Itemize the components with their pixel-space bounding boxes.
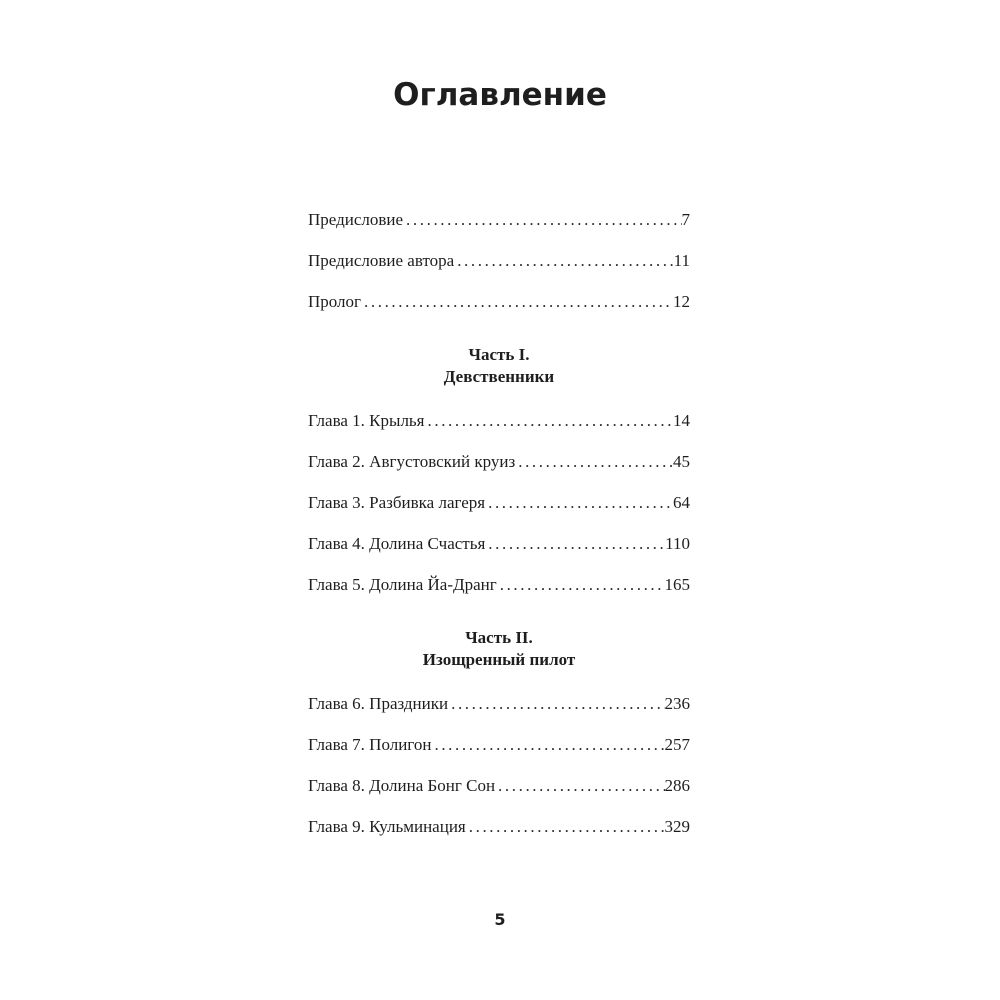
toc-entry-page: 110 bbox=[665, 534, 690, 553]
toc-entry-chapter-8 bbox=[308, 774, 690, 798]
dot-leader bbox=[497, 573, 665, 597]
toc-entry-page: 12 bbox=[673, 292, 690, 311]
toc-entry-page: 45 bbox=[673, 452, 690, 471]
dot-leader bbox=[495, 774, 664, 798]
toc-entry-label: Глава 9. Кульминация bbox=[308, 817, 466, 836]
toc-entry-label: Глава 2. Августовский круиз bbox=[308, 452, 516, 471]
dot-leader bbox=[466, 815, 665, 839]
toc-entry-page: 329 bbox=[664, 817, 690, 836]
toc-entry-page: 14 bbox=[673, 411, 690, 430]
part-number: Часть I. bbox=[468, 345, 530, 364]
toc-entry-prologue bbox=[308, 290, 690, 314]
toc-entry-label: Глава 7. Полигон bbox=[308, 735, 432, 754]
toc-entry-chapter-4 bbox=[308, 532, 690, 556]
toc-entry-label: Предисловие bbox=[308, 210, 404, 229]
dot-leader bbox=[448, 692, 664, 716]
toc-entry-chapter-2 bbox=[308, 450, 690, 474]
toc-entry-chapter-6 bbox=[308, 692, 690, 716]
dot-leader bbox=[403, 208, 681, 232]
toc-entry-chapter-7 bbox=[308, 733, 690, 757]
toc-entry-page: 165 bbox=[664, 575, 690, 594]
dot-leader bbox=[361, 290, 673, 314]
part-name: Изощренный пилот bbox=[422, 650, 576, 669]
dot-leader bbox=[431, 733, 664, 757]
toc-entry-chapter-9 bbox=[308, 815, 690, 839]
toc-entry-page: 7 bbox=[681, 210, 690, 229]
toc-entry-chapter-3 bbox=[308, 491, 690, 515]
dot-leader bbox=[454, 249, 673, 273]
dot-leader bbox=[485, 532, 665, 556]
toc-entry-label: Глава 3. Разбивка лагеря bbox=[308, 493, 486, 512]
dot-leader bbox=[485, 491, 673, 515]
dot-leader bbox=[425, 409, 674, 433]
toc-entry-label: Предисловие автора bbox=[308, 251, 455, 270]
toc-entry-chapter-1 bbox=[308, 409, 690, 433]
toc-entry-chapter-5 bbox=[308, 573, 690, 597]
toc-entry-preface bbox=[308, 208, 690, 232]
part-1-heading bbox=[308, 344, 690, 388]
toc-entry-page: 236 bbox=[664, 694, 690, 713]
part-name: Девственники bbox=[443, 367, 555, 386]
toc-entry-label: Глава 5. Долина Йа-Дранг bbox=[308, 575, 497, 594]
toc-entry-label: Глава 1. Крылья bbox=[308, 411, 425, 430]
toc-entry-page: 257 bbox=[664, 735, 690, 754]
part-2-heading bbox=[308, 627, 690, 671]
table-of-contents bbox=[308, 208, 690, 856]
toc-entry-label: Глава 4. Долина Счастья bbox=[308, 534, 486, 553]
toc-entry-label: Глава 8. Долина Бонг Сон bbox=[308, 776, 496, 795]
part-number: Часть II. bbox=[465, 628, 533, 647]
toc-entry-label: Пролог bbox=[308, 292, 362, 311]
page-title: Оглавление bbox=[393, 77, 607, 113]
page-number: 5 bbox=[494, 910, 506, 929]
toc-entry-page: 11 bbox=[673, 251, 690, 270]
toc-entry-page: 286 bbox=[664, 776, 690, 795]
toc-entry-page: 64 bbox=[673, 493, 690, 512]
toc-entry-label: Глава 6. Праздники bbox=[308, 694, 449, 713]
dot-leader bbox=[515, 450, 673, 474]
toc-entry-author-preface bbox=[308, 249, 690, 273]
